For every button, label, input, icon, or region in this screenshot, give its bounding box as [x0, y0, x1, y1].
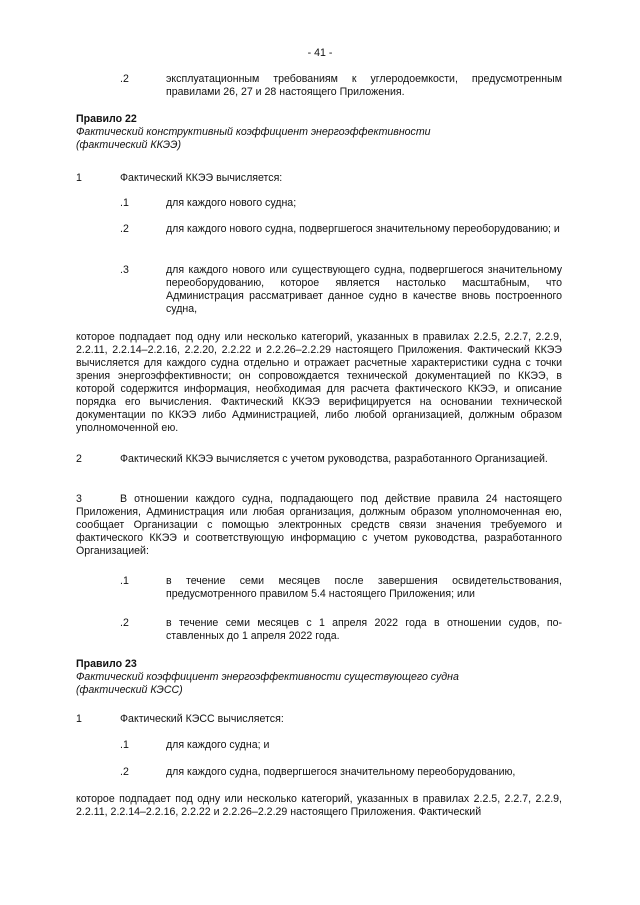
page-number: - 41 - — [307, 47, 333, 59]
paragraph-number: 1 — [76, 713, 82, 725]
item-text: эксплуатационным требованиям к углеродоемкости, предусмотренным правилами 26, 27 и 28 настоящего Приложения. — [166, 73, 562, 98]
rule-22-subtitle-line1: Фактический конструктивный коэффициент энергоэффективности — [76, 126, 431, 138]
item-text: для каждого судна, подвергшегося значительному переоборудованию, — [166, 766, 516, 778]
item-number: .1 — [120, 739, 129, 751]
item-text: для каждого нового судна; — [166, 197, 297, 209]
paragraph-number: 1 — [76, 172, 82, 184]
paragraph-text: Фактический КЭСС вычисляется: — [120, 713, 284, 725]
item-text: для каждого судна; и — [166, 739, 270, 751]
item-text: для каждого нового судна, подвергшегося значительному переоборудованию; и — [166, 223, 560, 235]
paragraph-number: 2 — [76, 453, 82, 465]
item-number: .2 — [120, 73, 129, 85]
rule-22-subtitle-line2: (фактический ККЭЭ) — [76, 139, 181, 151]
item-number: .1 — [120, 575, 129, 587]
rule-23-subtitle-line2: (фактический КЭСС) — [76, 684, 183, 696]
paragraph-number: 3 — [76, 493, 82, 505]
rule-23-heading: Правило 23 — [76, 658, 137, 670]
item-number: .2 — [120, 766, 129, 778]
paragraph-continuation: которое подпадает под одну или несколько категорий, указанных в правилах 2.2.5, 2.2.7, 2.2.9, 2.2.11, 2.2.14–2.2.16, 2.2.22 и 2.2.26–2.2.29 настоящего Приложения. Фактический — [76, 793, 562, 818]
item-text: в течение семи месяцев после завершения освидетельствования, предусмотренного правилом 5.4 настоящего Приложения; или — [166, 575, 562, 600]
rule-22-heading: Правило 22 — [76, 113, 137, 125]
paragraph-continuation: которое подпадает под одну или несколько категорий, указанных в правилах 2.2.5, 2.2.7, 2.2.9, 2.2.11, 2.2.14–2.2.16, 2.2.20, 2.2.22 и 2.2.26–2.2.29 настоящего Приложения. Фактический ККЭЭ вычисляется для каждого судна отдельно и отражает расчетные характеристики судна с точки зрения энергоэффективности; он сопровождается технической документацией по ККЭЭ, в которой содержится информация, необходимая для расчета фактического ККЭЭ, и описание порядка его вычисления. Фактический ККЭЭ верифицируется на основании технической документации по ККЭЭ либо Администрацией, либо любой организацией, должным образом уполномоченной ею. — [76, 331, 562, 434]
paragraph-text: Фактический ККЭЭ вычисляется: — [120, 172, 283, 184]
paragraph-text: Фактический ККЭЭ вычисляется с учетом руководства, разработанного Организацией. — [120, 453, 548, 465]
item-text: для каждого нового или существующего судна, подвергшегося значительному переоборудованию, которое является настолько масштабным, что Администрация рассматривает данное судно в качестве вновь построенного судна, — [166, 264, 562, 315]
item-number: .2 — [120, 223, 129, 235]
item-number: .1 — [120, 197, 129, 209]
paragraph-text: В отношении каждого судна, подпадающего под действие правила 24 настоящего Приложения, Администрация или любая организация, должным образом уполномоченная ею, сообщает Организации с помощью электронных средств связи значения требуемого и фактического ККЭЭ и соответствующую информацию с учетом руководства, разработанного Организацией: — [76, 493, 562, 557]
item-text: в течение семи месяцев с 1 апреля 2022 года в отношении судов, поставленных до 1 апреля 2022 года. — [166, 617, 562, 642]
rule-23-subtitle-line1: Фактический коэффициент энергоэффективности существующего судна — [76, 671, 459, 683]
item-number: .2 — [120, 617, 129, 629]
item-number: .3 — [120, 264, 129, 276]
